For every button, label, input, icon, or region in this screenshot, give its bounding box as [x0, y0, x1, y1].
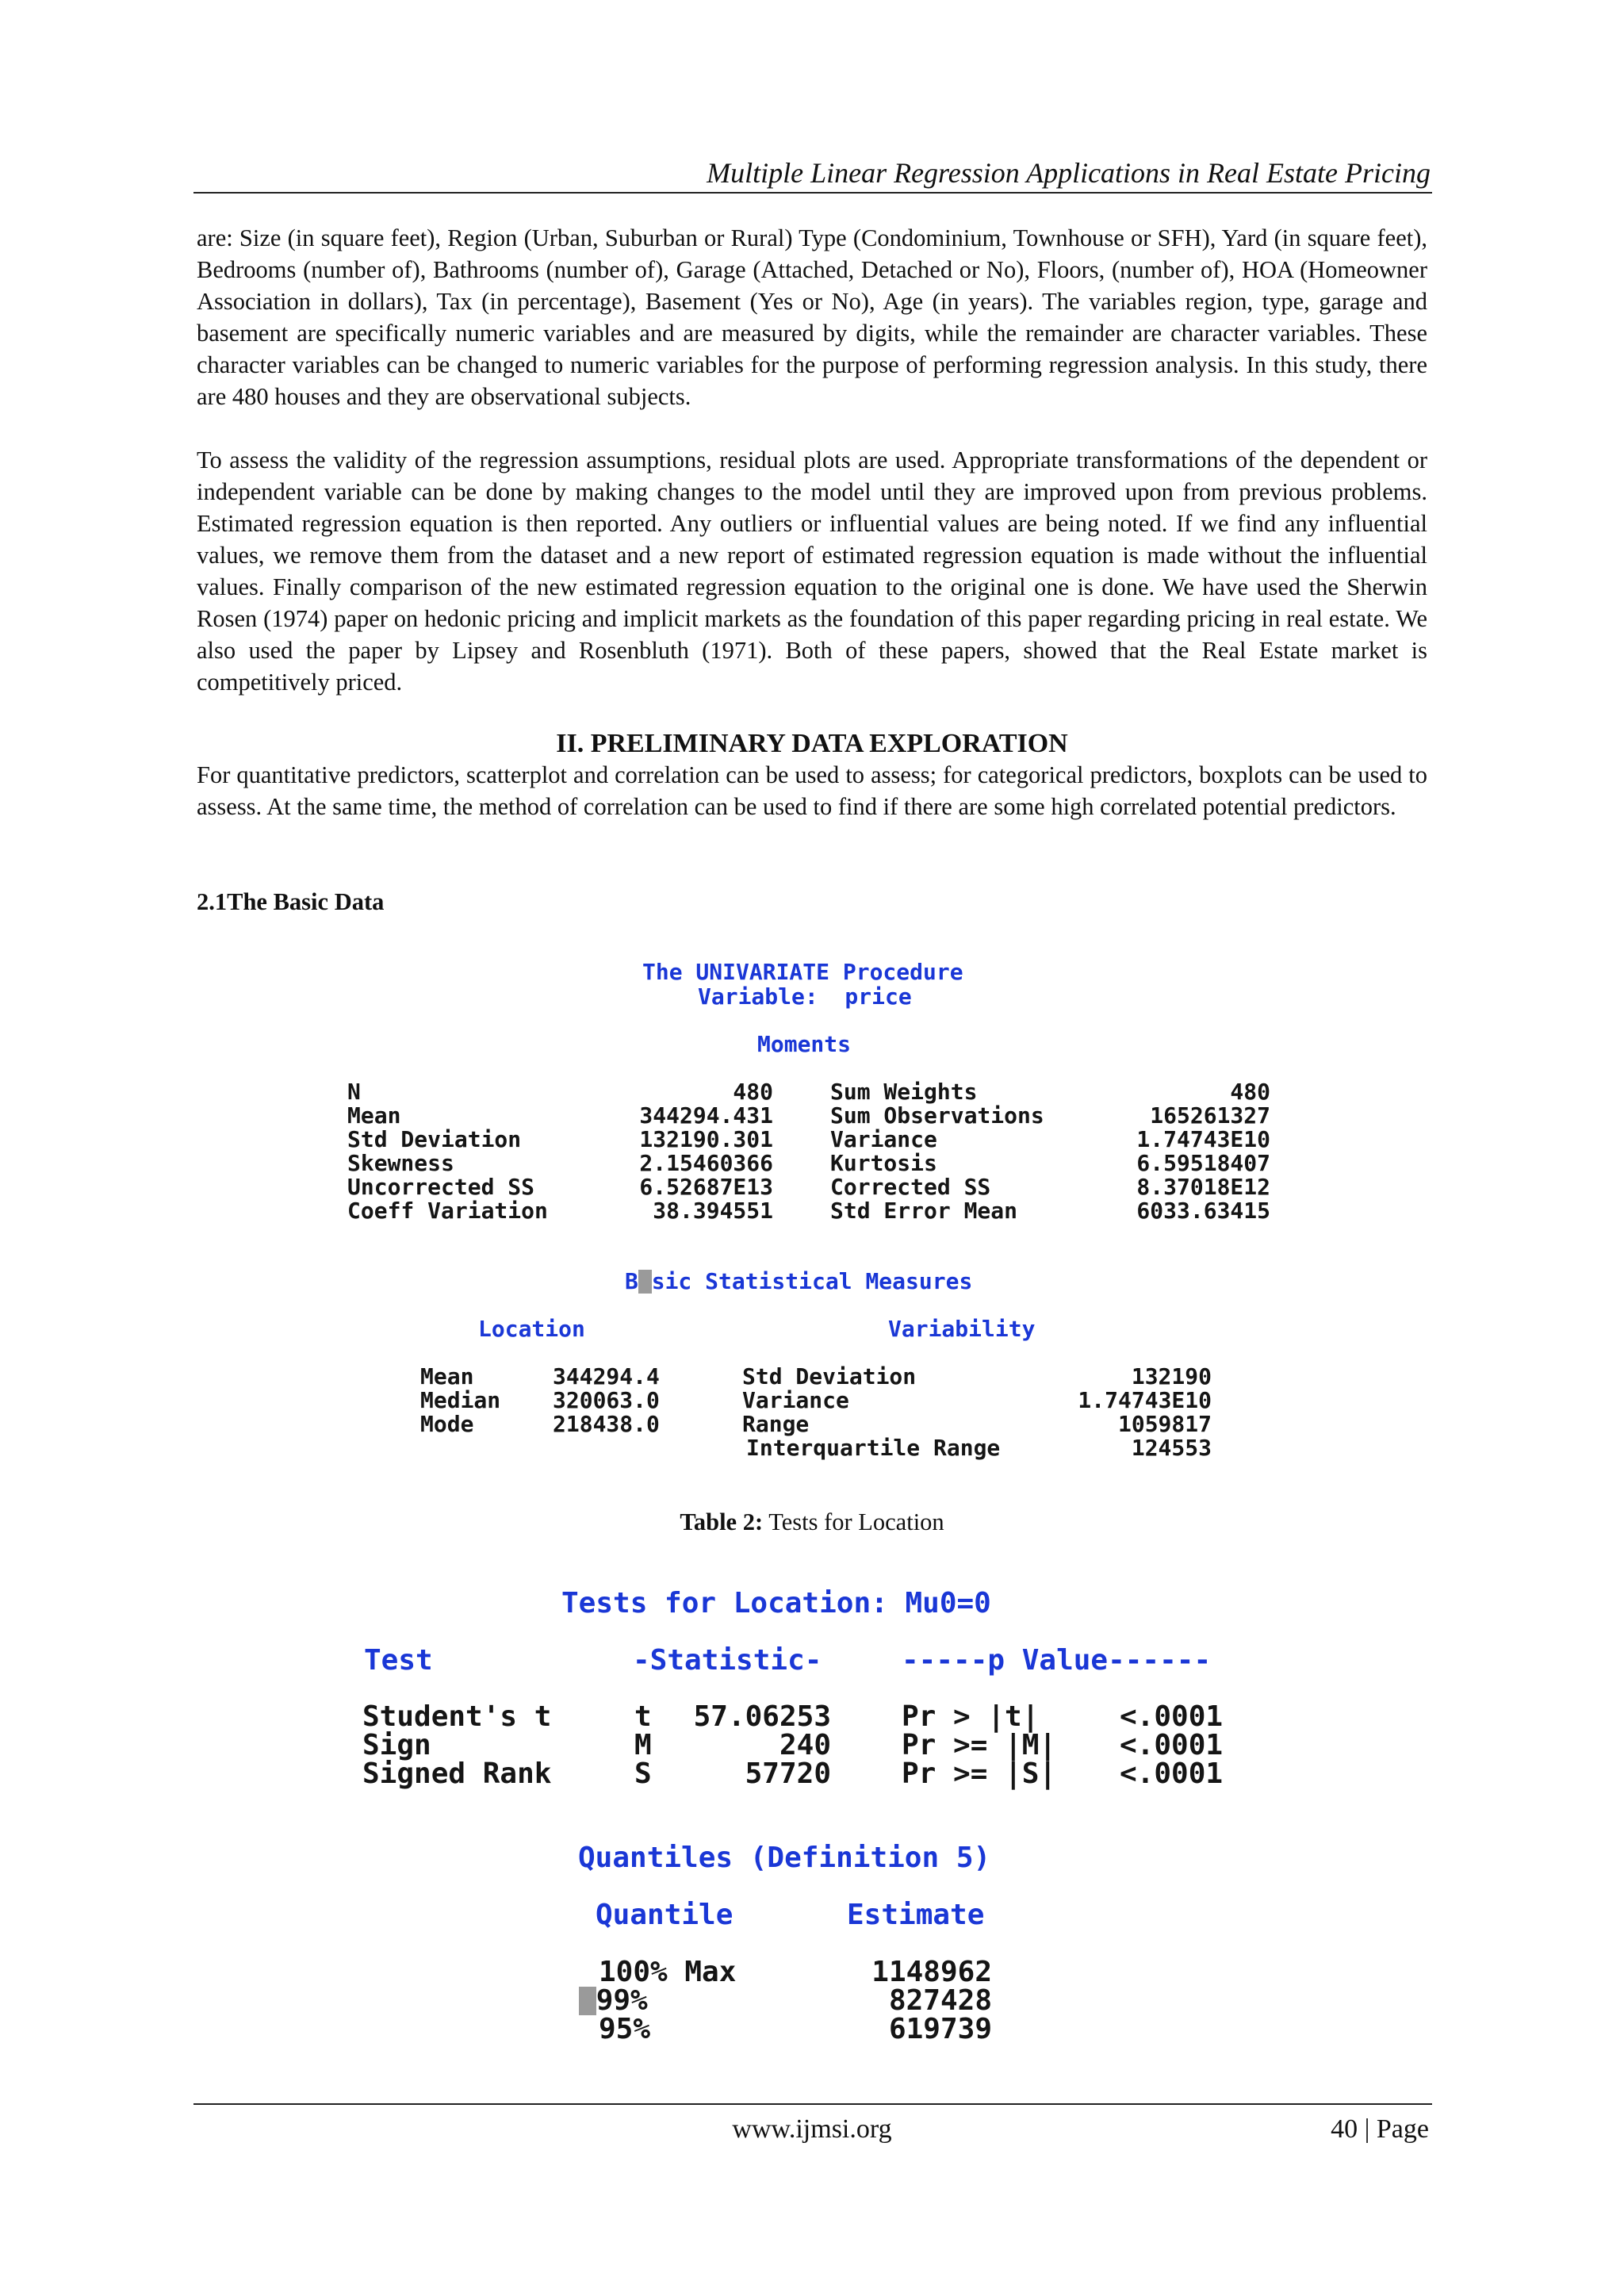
variability-value: 132190	[1131, 1363, 1212, 1389]
basic-measures-title-start: B	[625, 1268, 638, 1294]
footer-rule	[193, 2103, 1432, 2105]
moment-label: Std Error Mean	[830, 1198, 1018, 1224]
location-value: 218438.0	[553, 1411, 660, 1437]
col-pvalue-header: -----p Value------	[902, 1644, 1212, 1677]
moment-label: Mean	[347, 1102, 401, 1129]
section-heading: II. PRELIMINARY DATA EXPLORATION	[556, 729, 1068, 758]
variability-value: 1.74743E10	[1078, 1387, 1212, 1413]
moment-label: Kurtosis	[830, 1150, 937, 1176]
test-symbol: M	[634, 1729, 652, 1761]
moments-title: Moments	[757, 1031, 852, 1057]
moment-label: Sum Weights	[830, 1079, 978, 1105]
quantile-estimate: 827428	[888, 1984, 992, 2017]
moment-label: Corrected SS	[830, 1174, 991, 1200]
moment-label: Variance	[830, 1126, 937, 1152]
test-pr-label: Pr >= |S|	[902, 1757, 1057, 1790]
col-test-header: Test	[364, 1644, 433, 1677]
body-paragraph-1: are: Size (in square feet), Region (Urban, Suburban or Rural) Type (Condominium, Townhouse or SFH), Yard (in square feet), Bedrooms (number of), Bathrooms (number of), Garage (Attached, Detached or No), Floors, (number of), HOA (Homeowner Association in dollars), Tax (in percentage), Basement (Yes or No), Age (in years). The variables region, type, garage and basement are specifically numeric variables and are measured by digits, while the remainder are character variables. These character variables can be changed to numeric variables for the purpose of performing regression analysis. In this study, there are 480 houses and they are observational subjects.	[197, 224, 1427, 410]
location-label: Mean	[420, 1363, 474, 1389]
quantile-estimate: 1148962	[871, 1956, 992, 1988]
footer-url[interactable]: www.ijmsi.org	[732, 2114, 892, 2144]
test-pvalue: <.0001	[1120, 1700, 1224, 1733]
basic-measures-title-rest: sic Statistical Measures	[651, 1268, 973, 1294]
variability-label: Range	[742, 1411, 810, 1437]
univariate-title: The UNIVARIATE Procedure	[642, 959, 963, 985]
running-header: Multiple Linear Regression Applications in Real Estate Pricing	[707, 157, 1431, 189]
col-statistic-header: -Statistic-	[633, 1644, 822, 1677]
test-pr-label: Pr >= |M|	[902, 1729, 1057, 1761]
quantile-estimate: 619739	[888, 2013, 992, 2045]
moment-value: 165261327	[1150, 1102, 1270, 1129]
variability-header: Variability	[888, 1316, 1036, 1342]
location-label: Mode	[420, 1411, 474, 1437]
moment-value: 2.15460366	[639, 1150, 773, 1176]
test-pvalue: <.0001	[1120, 1729, 1224, 1761]
test-statistic: 240	[779, 1729, 831, 1761]
moment-value: 38.394551	[653, 1198, 773, 1224]
test-statistic: 57.06253	[693, 1700, 831, 1733]
moment-value: 132190.301	[639, 1126, 773, 1152]
text-cursor-block	[638, 1270, 652, 1294]
moment-value: 6.52687E13	[639, 1174, 773, 1200]
subsection-heading: 2.1The Basic Data	[197, 888, 385, 915]
col-estimate-header: Estimate	[847, 1899, 985, 1931]
variability-label: Interquartile Range	[746, 1435, 1001, 1461]
moment-value: 480	[733, 1079, 773, 1105]
header-rule	[193, 192, 1432, 194]
moment-label: Coeff Variation	[347, 1198, 548, 1224]
location-header: Location	[478, 1316, 585, 1342]
quantiles-title: Quantiles (Definition 5)	[578, 1842, 991, 1874]
variability-label: Std Deviation	[742, 1363, 917, 1389]
text-cursor-block	[579, 1987, 596, 2015]
quantile-label-text: 99%	[596, 1984, 648, 2017]
table-caption	[0, 1506, 1624, 1538]
quantile-label	[579, 1984, 648, 2017]
moment-label: Skewness	[347, 1150, 454, 1176]
univariate-variable: Variable: price	[698, 983, 912, 1010]
quantile-label: 100% Max	[599, 1956, 737, 1988]
tests-title: Tests for Location: Mu0=0	[561, 1587, 991, 1619]
table-caption-label: Table 2:	[680, 1508, 764, 1535]
test-name: Student's t	[362, 1700, 552, 1733]
test-pr-label: Pr > |t|	[902, 1700, 1040, 1733]
test-name: Signed Rank	[362, 1757, 552, 1790]
moment-label: Sum Observations	[830, 1102, 1044, 1129]
table-caption-text: Tests for Location	[763, 1508, 944, 1535]
body-paragraph-3: For quantitative predictors, scatterplot and correlation can be used to assess; for categorical predictors, boxplots can be used to assess. At the same time, the method of correlation can be used to find if there are some high correlated potential predictors.	[197, 761, 1427, 820]
footer-page-number: 40 | Page	[1331, 2114, 1429, 2144]
moment-value: 480	[1230, 1079, 1270, 1105]
test-symbol: t	[634, 1700, 652, 1733]
moment-value: 8.37018E12	[1136, 1174, 1270, 1200]
test-symbol: S	[634, 1757, 652, 1790]
moment-value: 6033.63415	[1136, 1198, 1270, 1224]
moment-value: 1.74743E10	[1136, 1126, 1270, 1152]
quantile-label: 95%	[599, 2013, 651, 2045]
location-value: 344294.4	[553, 1363, 660, 1389]
variability-value: 124553	[1131, 1435, 1212, 1461]
variability-label: Variance	[742, 1387, 849, 1413]
test-pvalue: <.0001	[1120, 1757, 1224, 1790]
moment-value: 6.59518407	[1136, 1150, 1270, 1176]
moment-label: Uncorrected SS	[347, 1174, 535, 1200]
variability-value: 1059817	[1117, 1411, 1212, 1437]
body-paragraph-2: To assess the validity of the regression assumptions, residual plots are used. Appropriate transformations of the dependent or independent variable can be done by making changes to the model until they are improved upon from previous problems. Estimated regression equation is then reported. Any outliers or influential values are being noted. If we find any influential values, we remove them from the dataset and a new report of estimated regression equation is made without the influential values. Finally comparison of the new estimated regression equation to the original one is done. We have used the Sherwin Rosen (1974) paper on hedonic pricing and implicit markets as the foundation of this paper regarding pricing in real estate. We also used the paper by Lipsey and Rosenbluth (1971). Both of these papers, showed that the Real Estate market is competitively priced.	[197, 447, 1427, 696]
basic-measures-title	[625, 1270, 972, 1294]
col-quantile-header: Quantile	[596, 1899, 733, 1931]
moment-value: 344294.431	[639, 1102, 773, 1129]
moment-label: N	[347, 1079, 361, 1105]
test-name: Sign	[362, 1729, 431, 1761]
location-value: 320063.0	[553, 1387, 660, 1413]
test-statistic: 57720	[745, 1757, 831, 1790]
location-label: Median	[420, 1387, 501, 1413]
moment-label: Std Deviation	[347, 1126, 522, 1152]
